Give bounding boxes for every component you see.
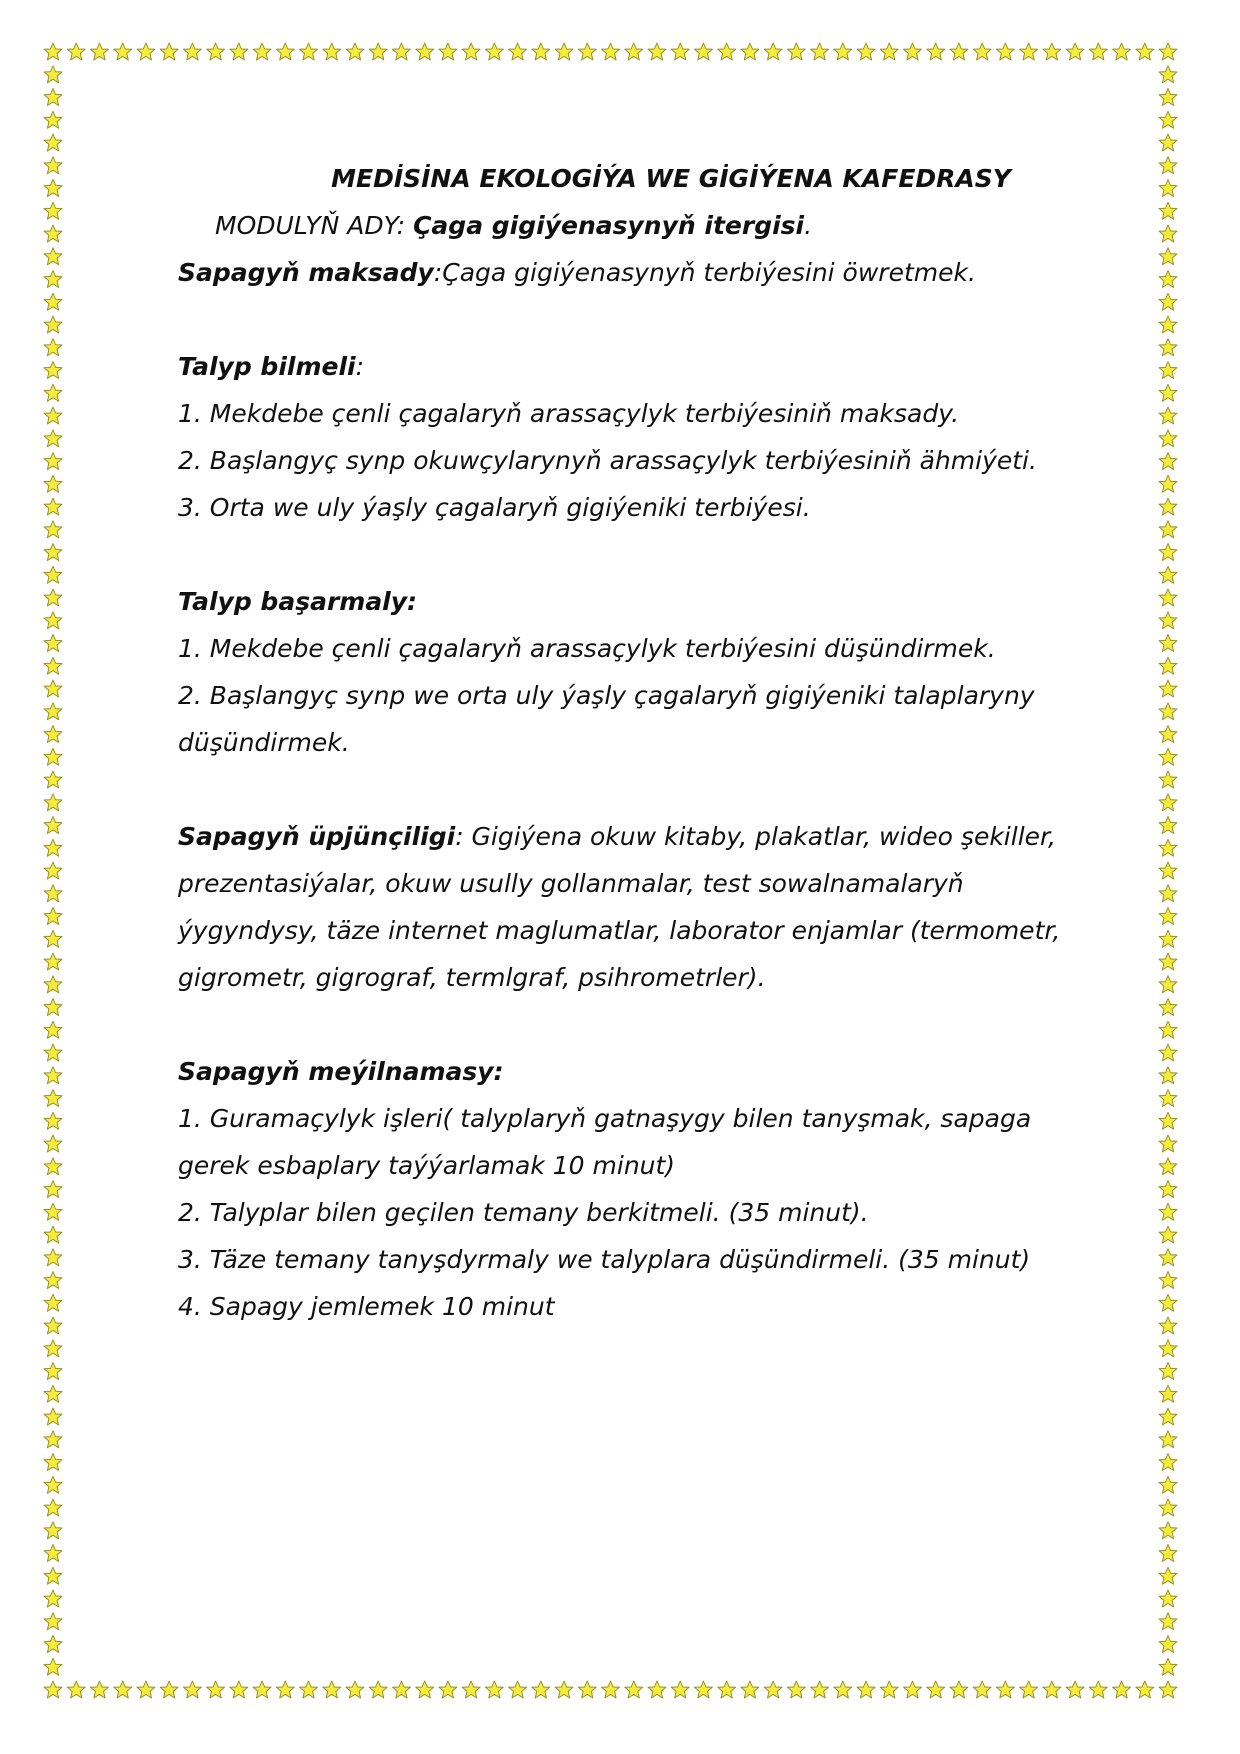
star-icon	[1113, 1681, 1131, 1698]
star-icon	[671, 1681, 689, 1698]
list-item: 1. Mekdebe çenli çagalaryň arassaçylyk terbiýesiniň maksady.	[178, 399, 960, 428]
star-icon	[787, 43, 805, 60]
star-icon	[1159, 1636, 1177, 1653]
module-label: MODULYŇ ADY	[215, 211, 397, 240]
star-icon	[44, 862, 62, 879]
star-icon	[44, 999, 62, 1016]
star-icon	[1159, 1203, 1177, 1220]
star-icon	[1159, 1681, 1177, 1698]
star-icon	[973, 1681, 991, 1698]
star-icon	[1159, 1408, 1177, 1425]
aim-label: Sapagyň maksady	[178, 258, 434, 287]
star-icon	[44, 1454, 62, 1471]
star-icon	[1159, 157, 1177, 174]
star-icon	[1089, 1681, 1107, 1698]
star-icon	[1159, 862, 1177, 879]
star-icon	[44, 521, 62, 538]
star-icon	[1159, 635, 1177, 652]
star-icon	[1113, 43, 1131, 60]
star-icon	[1159, 839, 1177, 856]
star-icon	[44, 953, 62, 970]
star-icon	[160, 43, 178, 60]
star-icon	[1159, 1476, 1177, 1493]
star-icon	[1159, 544, 1177, 561]
star-icon	[44, 475, 62, 492]
star-icon	[44, 657, 62, 674]
star-icon	[1159, 999, 1177, 1016]
star-icon	[44, 544, 62, 561]
star-icon	[1159, 953, 1177, 970]
star-icon	[671, 43, 689, 60]
star-icon	[1136, 1681, 1154, 1698]
star-icon	[462, 43, 480, 60]
star-icon	[1159, 225, 1177, 242]
star-icon	[532, 43, 550, 60]
star-icon	[44, 1681, 62, 1698]
star-icon	[1159, 1090, 1177, 1107]
star-icon	[44, 1158, 62, 1175]
aim-value: Çaga gigiýenasynyň terbiýesini öwretmek.	[442, 258, 976, 287]
star-icon	[44, 384, 62, 401]
star-icon	[1159, 1112, 1177, 1129]
star-icon	[1159, 384, 1177, 401]
star-icon	[346, 1681, 364, 1698]
star-icon	[369, 43, 387, 60]
star-icon	[1159, 1226, 1177, 1243]
star-icon	[416, 1681, 434, 1698]
star-icon	[927, 1681, 945, 1698]
star-icon	[416, 43, 434, 60]
star-icon	[1159, 1249, 1177, 1266]
star-icon	[1159, 1294, 1177, 1311]
star-icon	[950, 43, 968, 60]
list-item: 2. Başlangyç synp we orta uly ýaşly çagalaryň gigiýeniki talaplaryny	[178, 681, 1035, 710]
star-icon	[834, 1681, 852, 1698]
star-icon	[1159, 475, 1177, 492]
star-icon	[44, 1021, 62, 1038]
star-icon	[44, 1294, 62, 1311]
document-body	[178, 155, 1158, 1330]
star-icon	[811, 1681, 829, 1698]
list-item: 3. Orta we uly ýaşly çagalaryň gigiýeniki terbiýesi.	[178, 493, 811, 522]
star-icon	[578, 1681, 596, 1698]
star-icon	[114, 43, 132, 60]
star-icon	[44, 703, 62, 720]
module-name-line	[178, 202, 1158, 249]
star-icon	[648, 1681, 666, 1698]
star-icon	[67, 1681, 85, 1698]
list-item: 1. Mekdebe çenli çagalaryň arassaçylyk terbiýesini düşündirmek.	[178, 634, 996, 663]
star-icon	[1159, 430, 1177, 447]
star-icon	[44, 1476, 62, 1493]
star-icon	[927, 43, 945, 60]
star-icon	[1159, 180, 1177, 197]
star-icon	[392, 43, 410, 60]
star-icon	[1159, 1658, 1177, 1675]
star-icon	[323, 1681, 341, 1698]
list-item: 2. Başlangyç synp okuwçylarynyň arassaçylyk terbiýesiniň ähmiýeti.	[178, 446, 1037, 475]
star-icon	[903, 43, 921, 60]
star-icon	[1020, 43, 1038, 60]
star-icon	[1159, 1431, 1177, 1448]
star-icon	[44, 225, 62, 242]
star-icon	[1159, 43, 1177, 60]
star-icon	[903, 1681, 921, 1698]
star-icon	[44, 430, 62, 447]
star-icon	[44, 817, 62, 834]
star-icon	[44, 180, 62, 197]
star-icon	[44, 1181, 62, 1198]
star-icon	[834, 43, 852, 60]
star-icon	[44, 453, 62, 470]
star-icon	[625, 43, 643, 60]
star-icon	[44, 498, 62, 515]
star-icon	[44, 1090, 62, 1107]
star-icon	[1159, 1545, 1177, 1562]
list-item: düşündirmek.	[178, 728, 350, 757]
star-icon	[509, 43, 527, 60]
star-icon	[44, 1363, 62, 1380]
list-item: gerek esbaplary taýýarlamak 10 minut)	[178, 1151, 676, 1180]
star-icon	[44, 111, 62, 128]
star-icon	[44, 293, 62, 310]
star-icon	[44, 271, 62, 288]
star-icon	[114, 1681, 132, 1698]
star-icon	[44, 157, 62, 174]
star-icon	[1159, 566, 1177, 583]
star-icon	[44, 1590, 62, 1607]
star-icon	[811, 43, 829, 60]
list-item: 2. Talyplar bilen geçilen temany berkitmeli. (35 minut).	[178, 1198, 869, 1227]
star-icon	[44, 1203, 62, 1220]
list-item: 4. Sapagy jemlemek 10 minut	[178, 1292, 555, 1321]
star-icon	[1159, 885, 1177, 902]
star-icon	[1159, 817, 1177, 834]
star-icon	[1159, 703, 1177, 720]
star-icon	[880, 43, 898, 60]
star-icon	[369, 1681, 387, 1698]
star-icon	[253, 1681, 271, 1698]
star-icon	[323, 43, 341, 60]
star-icon	[1159, 1567, 1177, 1584]
star-icon	[950, 1681, 968, 1698]
star-icon	[880, 1681, 898, 1698]
star-icon	[44, 1499, 62, 1516]
star-icon	[1159, 1317, 1177, 1334]
star-icon	[1089, 43, 1107, 60]
star-icon	[44, 1317, 62, 1334]
star-icon	[44, 908, 62, 925]
star-icon	[1159, 1021, 1177, 1038]
star-icon	[44, 1636, 62, 1653]
star-icon	[1159, 1454, 1177, 1471]
star-icon	[1159, 453, 1177, 470]
star-icon	[300, 1681, 318, 1698]
star-icon	[1159, 1613, 1177, 1630]
star-icon	[137, 43, 155, 60]
star-icon	[1159, 362, 1177, 379]
star-icon	[764, 43, 782, 60]
list-item: 3. Täze temany tanyşdyrmaly we talyplara düşündirmeli. (35 minut)	[178, 1245, 1031, 1274]
star-icon	[694, 43, 712, 60]
star-icon	[44, 771, 62, 788]
star-icon	[44, 635, 62, 652]
star-icon	[44, 1522, 62, 1539]
equipment-label: Sapagyň üpjünçiligi	[178, 822, 456, 851]
star-icon	[1020, 1681, 1038, 1698]
star-icon	[509, 1681, 527, 1698]
star-icon	[602, 43, 620, 60]
must-know-heading-text: Talyp bilmeli	[178, 352, 356, 381]
star-icon	[741, 43, 759, 60]
module-end: .	[804, 211, 813, 240]
star-icon	[694, 1681, 712, 1698]
must-know-colon: :	[355, 352, 365, 381]
star-icon	[1159, 316, 1177, 333]
module-value: Çaga gigiýenasynyň itergisi	[413, 211, 805, 240]
star-icon	[1159, 908, 1177, 925]
star-icon	[1159, 1340, 1177, 1357]
star-icon	[462, 1681, 480, 1698]
star-icon	[44, 1431, 62, 1448]
star-icon	[787, 1681, 805, 1698]
star-icon	[44, 1567, 62, 1584]
star-icon	[207, 43, 225, 60]
star-icon	[44, 1385, 62, 1402]
star-icon	[996, 43, 1014, 60]
star-icon	[1066, 1681, 1084, 1698]
star-icon	[857, 43, 875, 60]
star-icon	[578, 43, 596, 60]
star-icon	[392, 1681, 410, 1698]
star-icon	[44, 1340, 62, 1357]
star-icon	[230, 1681, 248, 1698]
star-icon	[90, 1681, 108, 1698]
star-icon	[764, 1681, 782, 1698]
star-icon	[44, 202, 62, 219]
aim-line	[178, 249, 1158, 296]
star-icon	[44, 1044, 62, 1061]
star-icon	[1159, 293, 1177, 310]
star-icon	[44, 680, 62, 697]
star-icon	[44, 839, 62, 856]
star-icon	[183, 43, 201, 60]
star-icon	[44, 134, 62, 151]
star-icon	[67, 43, 85, 60]
star-icon	[44, 362, 62, 379]
plan-heading: Sapagyň meýilnamasy:	[178, 1057, 504, 1086]
star-icon	[1159, 1158, 1177, 1175]
star-icon	[44, 1272, 62, 1289]
star-icon	[1159, 794, 1177, 811]
star-icon	[44, 726, 62, 743]
star-icon	[1159, 612, 1177, 629]
must-know-heading	[178, 343, 1158, 390]
star-icon	[1159, 521, 1177, 538]
star-icon	[44, 612, 62, 629]
star-icon	[346, 43, 364, 60]
star-icon	[44, 1112, 62, 1129]
module-separator: :	[396, 211, 414, 240]
must-do-heading: Talyp başarmaly:	[178, 587, 418, 616]
star-icon	[44, 248, 62, 265]
star-icon	[1159, 1135, 1177, 1152]
star-icon	[996, 1681, 1014, 1698]
star-icon	[44, 89, 62, 106]
star-icon	[276, 1681, 294, 1698]
star-icon	[1043, 1681, 1061, 1698]
star-icon	[1159, 1363, 1177, 1380]
star-icon	[207, 1681, 225, 1698]
star-icon	[1159, 1272, 1177, 1289]
star-icon	[1159, 589, 1177, 606]
star-icon	[1159, 498, 1177, 515]
star-icon	[1043, 43, 1061, 60]
star-icon	[44, 976, 62, 993]
star-icon	[44, 407, 62, 424]
star-icon	[1159, 1181, 1177, 1198]
star-icon	[1159, 771, 1177, 788]
star-icon	[439, 1681, 457, 1698]
star-icon	[1159, 1522, 1177, 1539]
star-icon	[183, 1681, 201, 1698]
star-icon	[1066, 43, 1084, 60]
star-icon	[44, 1249, 62, 1266]
star-icon	[718, 1681, 736, 1698]
star-icon	[973, 43, 991, 60]
star-icon	[1159, 111, 1177, 128]
star-icon	[1159, 1590, 1177, 1607]
star-icon	[44, 566, 62, 583]
star-icon	[300, 43, 318, 60]
star-icon	[1159, 657, 1177, 674]
equipment-line-4: gigrometr, gigrograf, termlgraf, psihrometrler).	[178, 963, 766, 992]
star-icon	[602, 1681, 620, 1698]
star-icon	[1159, 407, 1177, 424]
star-icon	[44, 748, 62, 765]
star-icon	[44, 66, 62, 83]
star-icon	[1159, 1385, 1177, 1402]
star-icon	[1159, 271, 1177, 288]
list-item: 1. Guramaçylyk işleri( talyplaryň gatnaşygy bilen tanyşmak, sapaga	[178, 1104, 1032, 1133]
star-icon	[485, 43, 503, 60]
star-icon	[44, 316, 62, 333]
star-icon	[439, 43, 457, 60]
star-icon	[1159, 134, 1177, 151]
star-icon	[44, 1613, 62, 1630]
star-icon	[1159, 1499, 1177, 1516]
star-icon	[253, 43, 271, 60]
star-icon	[1159, 339, 1177, 356]
equipment-text-1: : Gigiýena okuw kitaby, plakatlar, wideo şekiller,	[455, 822, 1056, 851]
star-icon	[532, 1681, 550, 1698]
aim-separator: :	[433, 258, 443, 287]
star-icon	[44, 1545, 62, 1562]
star-icon	[44, 589, 62, 606]
star-icon	[44, 885, 62, 902]
star-icon	[44, 1408, 62, 1425]
star-icon	[741, 1681, 759, 1698]
star-icon	[1136, 43, 1154, 60]
star-icon	[1159, 66, 1177, 83]
equipment-line-1	[178, 813, 1158, 860]
star-icon	[44, 43, 62, 60]
star-icon	[1159, 1067, 1177, 1084]
star-icon	[1159, 748, 1177, 765]
star-icon	[44, 339, 62, 356]
star-icon	[276, 43, 294, 60]
star-icon	[1159, 248, 1177, 265]
star-icon	[230, 43, 248, 60]
star-icon	[485, 1681, 503, 1698]
equipment-line-3: ýygyndysy, täze internet maglumatlar, laborator enjamlar (termometr,	[178, 916, 1061, 945]
star-icon	[44, 1067, 62, 1084]
page-title: MEDİSİNA EKOLOGİÝA WE GİGİÝENA KAFEDRASY	[331, 164, 1011, 193]
star-icon	[648, 43, 666, 60]
star-icon	[1159, 1044, 1177, 1061]
equipment-line-2: prezentasiýalar, okuw usully gollanmalar, test sowalnamalaryň	[178, 869, 964, 898]
star-icon	[44, 794, 62, 811]
star-icon	[1159, 202, 1177, 219]
star-icon	[718, 43, 736, 60]
star-icon	[1159, 89, 1177, 106]
star-icon	[555, 1681, 573, 1698]
star-icon	[44, 1135, 62, 1152]
star-icon	[1159, 976, 1177, 993]
star-icon	[857, 1681, 875, 1698]
star-icon	[555, 43, 573, 60]
star-icon	[1159, 930, 1177, 947]
star-icon	[90, 43, 108, 60]
star-icon	[1159, 726, 1177, 743]
star-icon	[44, 930, 62, 947]
star-icon	[1159, 680, 1177, 697]
star-icon	[160, 1681, 178, 1698]
star-icon	[44, 1226, 62, 1243]
star-icon	[44, 1658, 62, 1675]
star-icon	[625, 1681, 643, 1698]
star-icon	[137, 1681, 155, 1698]
